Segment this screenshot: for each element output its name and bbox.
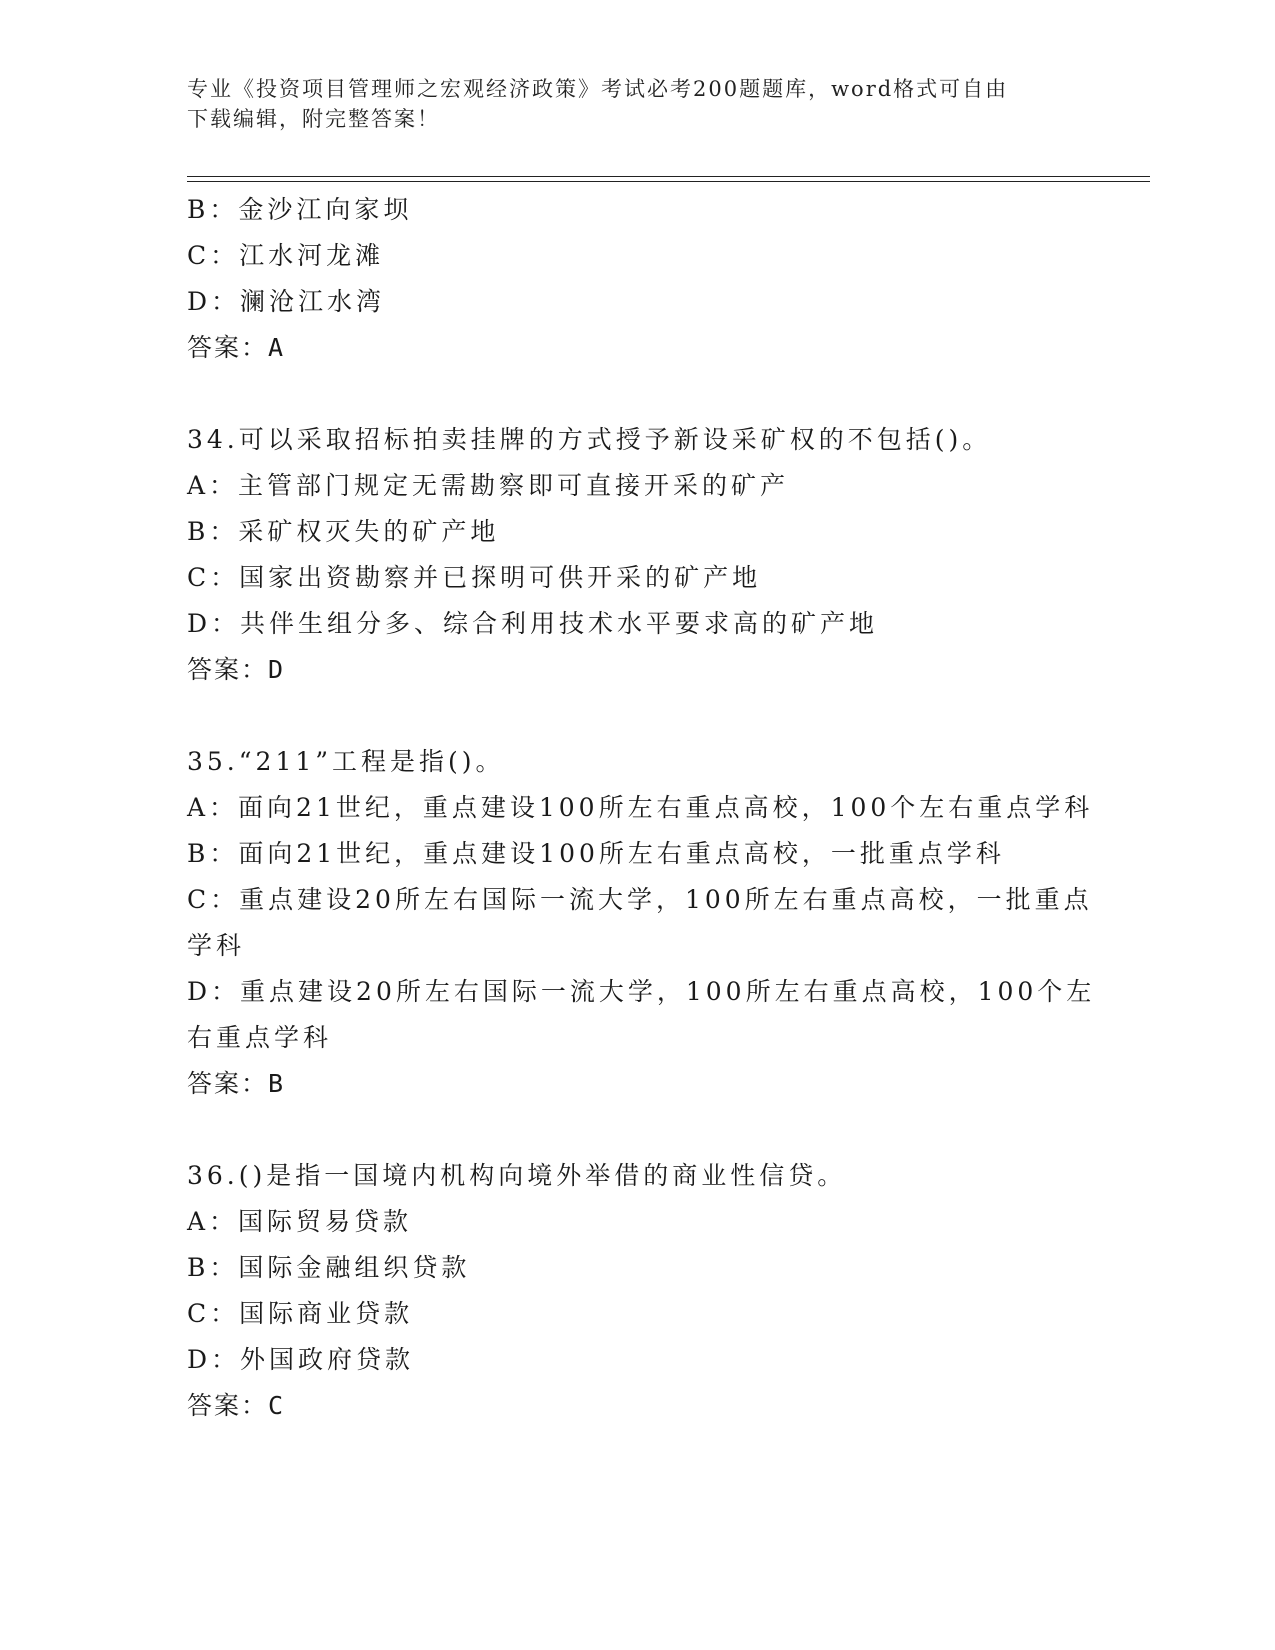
header-line-2: 下载编辑，附完整答案！ <box>187 107 440 131</box>
answer-line: 答案：C <box>187 1391 286 1420</box>
header-divider-bottom <box>187 181 1150 182</box>
option-c: C：国际商业贷款 <box>187 1299 414 1328</box>
answer-line: 答案：A <box>187 333 286 362</box>
header-divider-top <box>187 176 1150 177</box>
option-b: B：金沙江向家坝 <box>187 195 413 224</box>
question-stem: 34.可以采取招标拍卖挂牌的方式授予新设采矿权的不包括()。 <box>187 425 992 454</box>
answer-line: 答案：B <box>187 1069 286 1098</box>
option-c-continued: 学科 <box>187 931 246 960</box>
option-b: B：采矿权灭失的矿产地 <box>187 517 500 546</box>
option-b: B：面向21世纪，重点建设100所左右重点高校，一批重点学科 <box>187 839 1005 868</box>
option-b: B：国际金融组织贷款 <box>187 1253 471 1282</box>
question-stem: 35.“211”工程是指()。 <box>187 747 505 776</box>
question-35 <box>187 739 1096 1107</box>
option-a: A：主管部门规定无需勘察即可直接开采的矿产 <box>187 471 790 500</box>
answer-line: 答案：D <box>187 655 286 684</box>
option-a: A：面向21世纪，重点建设100所左右重点高校，100个左右重点学科 <box>187 793 1094 822</box>
option-d: D：重点建设20所左右国际一流大学，100所左右重点高校，100个左 <box>187 977 1096 1006</box>
option-c: C：重点建设20所左右国际一流大学，100所左右重点高校，一批重点 <box>187 885 1093 914</box>
option-d-continued: 右重点学科 <box>187 1023 333 1052</box>
option-a: A：国际贸易贷款 <box>187 1207 413 1236</box>
option-c: C：江水河龙滩 <box>187 241 385 270</box>
question-stem: 36.()是指一国境内机构向境外举借的商业性信贷。 <box>187 1161 847 1190</box>
option-d: D：共伴生组分多、综合利用技术水平要求高的矿产地 <box>187 609 879 638</box>
option-d: D：外国政府贷款 <box>187 1345 415 1374</box>
option-c: C：国家出资勘察并已探明可供开采的矿产地 <box>187 563 762 592</box>
document-header <box>187 74 1067 134</box>
document-body <box>187 187 1096 1429</box>
header-line-1: 专业《投资项目管理师之宏观经济政策》考试必考200题题库，word格式可自由 <box>187 77 1009 101</box>
question-36 <box>187 1153 1087 1429</box>
option-d: D：澜沧江水湾 <box>187 287 386 316</box>
question-carryover <box>187 187 1087 371</box>
question-34 <box>187 417 1087 693</box>
